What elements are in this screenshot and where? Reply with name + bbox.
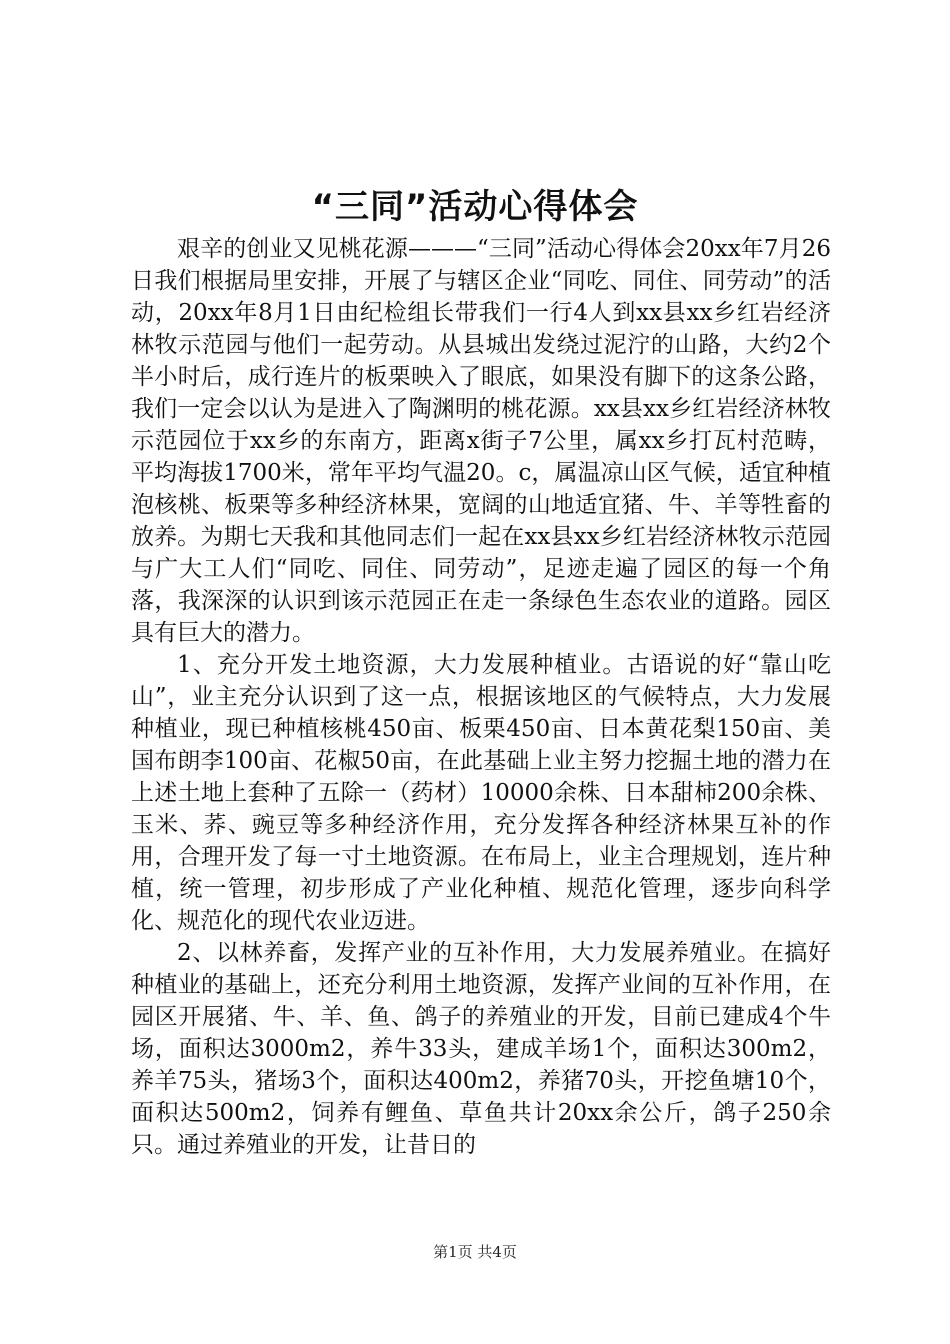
document-title: “三同”活动心得体会 (311, 187, 639, 227)
paragraph-planting: 1、充分开发土地资源，大力发展种植业。古语说的好“靠山吃山”，业主充分认识到了这一点，根据该地区的气候特点，大力发展种植业，现已种植核桃450亩、板栗450亩、日本黄花梨150亩、美国布朗李100亩、花椒50亩，在此基础上业主努力挖掘土地的潜力在上述土地上套种了五除一（药材）10000余株、日本甜柿200余株、玉米、荞、豌豆等多种经济作用，充分发挥各种经济林果互补的作用，合理开发了每一寸土地资源。在布局上，业主合理规划，连片种植，统一管理，初步形成了产业化种植、规范化管理，逐步向科学化、规范化的现代农业迈进。 (131, 652, 831, 934)
paragraph-intro: 艰辛的创业又见桃花源———“三同”活动心得体会20xx年7月26日我们根据局里安排，开展了与辖区企业“同吃、同住、同劳动”的活动，20xx年8月1日由纪检组长带我们一行4人到xx县xx乡红岩经济林牧示范园与他们一起劳动。从县城出发绕过泥泞的山路，大约2个半小时后，成行连片的板栗映入了眼底，如果没有脚下的这条公路，我们一定会以认为是进入了陶渊明的桃花源。xx县xx乡红岩经济林牧示范园位于xx乡的东南方，距离x街子7公里，属xx乡打瓦村范畴，平均海拔1700米，常年平均气温20。c，属温凉山区气候，适宜种植泡核桃、板栗等多种经济林果，宽阔的山地适宜猪、牛、羊等牲畜的放养。为期七天我和其他同志们一起在xx县xx乡红岩经济林牧示范园与广大工人们“同吃、同住、同劳动”，足迹走遍了园区的每一个角落，我深深的认识到该示范园正在走一条绿色生态农业的道路。园区具有巨大的潜力。 (131, 236, 831, 646)
page-number-footer: 第1页 共4页 (433, 1243, 517, 1261)
document-body (131, 233, 831, 1161)
paragraph-breeding: 2、以林养畜，发挥产业的互补作用，大力发展养殖业。在搞好种植业的基础上，还充分利用土地资源，发挥产业间的互补作用，在园区开展猪、牛、羊、鱼、鸽子的养殖业的开发，目前已建成4个牛场，面积达3000m2，养牛33头，建成羊场1个，面积达300m2，养羊75头，猪场3个，面积达400m2，养猪70头，开挖鱼塘10个，面积达500m2，饲养有鲤鱼、草鱼共计20xx余公斤，鸽子250余只。通过养殖业的开发，让昔日的 (131, 940, 831, 1158)
